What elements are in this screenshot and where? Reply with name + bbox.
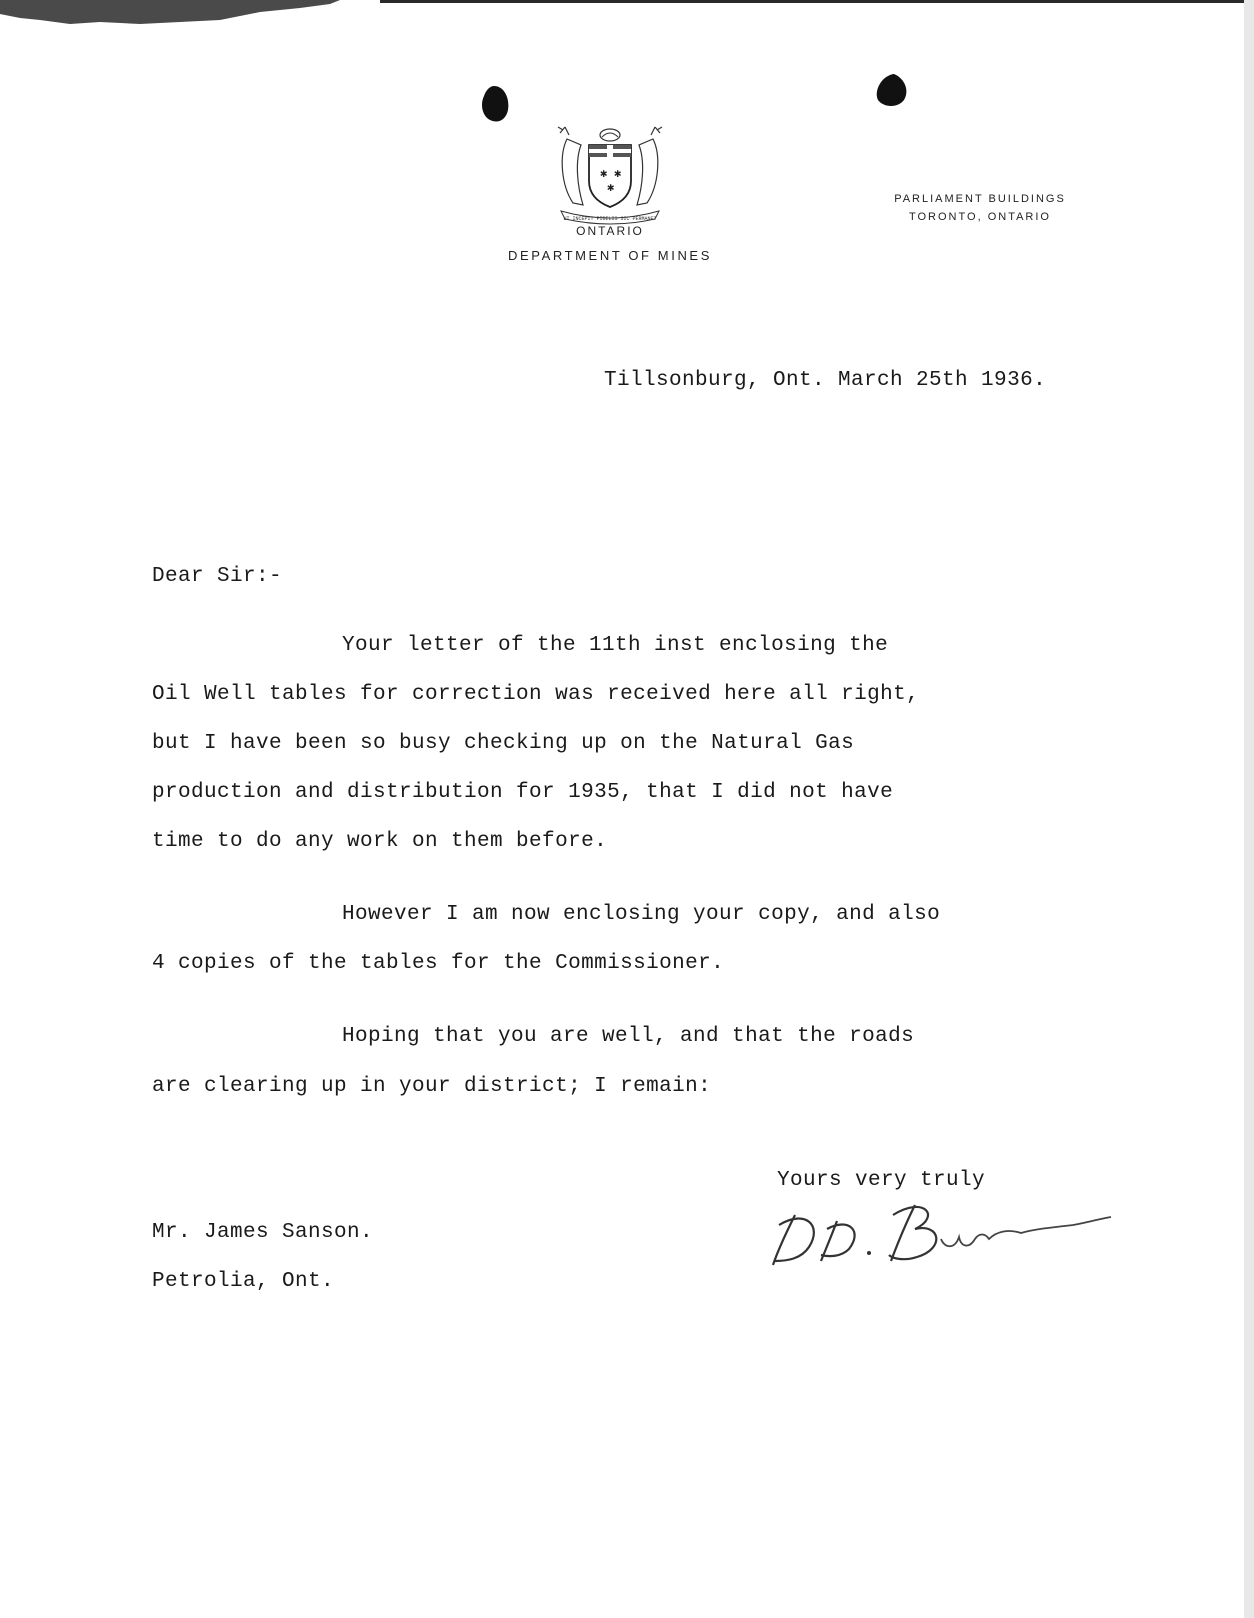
body-line: 4 copies of the tables for the Commissioner.: [152, 952, 725, 975]
recipient-place: Petrolia, Ont.: [152, 1270, 335, 1293]
svg-text:UT INCEPIT FIDELIS SIC PERMANE: UT INCEPIT FIDELIS SIC PERMANET: [563, 216, 657, 222]
letterhead-province: ONTARIO: [576, 224, 644, 238]
dateline: Tillsonburg, Ont. March 25th 1936.: [604, 369, 1047, 392]
letterhead-address-line2: TORONTO, ONTARIO: [908, 211, 1051, 223]
svg-text:✱: ✱: [600, 167, 608, 181]
punch-hole-left: [476, 80, 516, 130]
recipient-name: Mr. James Sanson.: [152, 1221, 374, 1244]
right-paper-edge: [1244, 0, 1254, 1618]
letterhead-department: DEPARTMENT OF MINES: [508, 248, 712, 263]
body-line: Oil Well tables for correction was received here all right,: [152, 683, 920, 706]
body-line: Your letter of the 11th inst enclosing the: [342, 634, 889, 657]
salutation: Dear Sir:-: [152, 565, 283, 588]
body-line: Hoping that you are well, and that the roads: [342, 1025, 915, 1048]
ontario-coat-of-arms-icon: [555, 125, 665, 225]
body-line: time to do any work on them before.: [152, 830, 608, 853]
svg-text:✱: ✱: [607, 181, 615, 195]
body-line: However I am now enclosing your copy, and also: [342, 903, 941, 926]
body-line: are clearing up in your district; I remain:: [152, 1075, 712, 1098]
punch-hole-right: [872, 66, 912, 116]
svg-text:✱: ✱: [614, 167, 622, 181]
top-paper-edge: [380, 0, 1254, 3]
letterhead-address-line1: PARLIAMENT BUILDINGS: [894, 193, 1066, 205]
body-line: production and distribution for 1935, that I did not have: [152, 781, 894, 804]
closing: Yours very truly: [777, 1169, 986, 1192]
body-line: but I have been so busy checking up on the Natural Gas: [152, 732, 855, 755]
handwritten-signature: [765, 1195, 1125, 1275]
torn-paper-edge: [0, 0, 360, 40]
